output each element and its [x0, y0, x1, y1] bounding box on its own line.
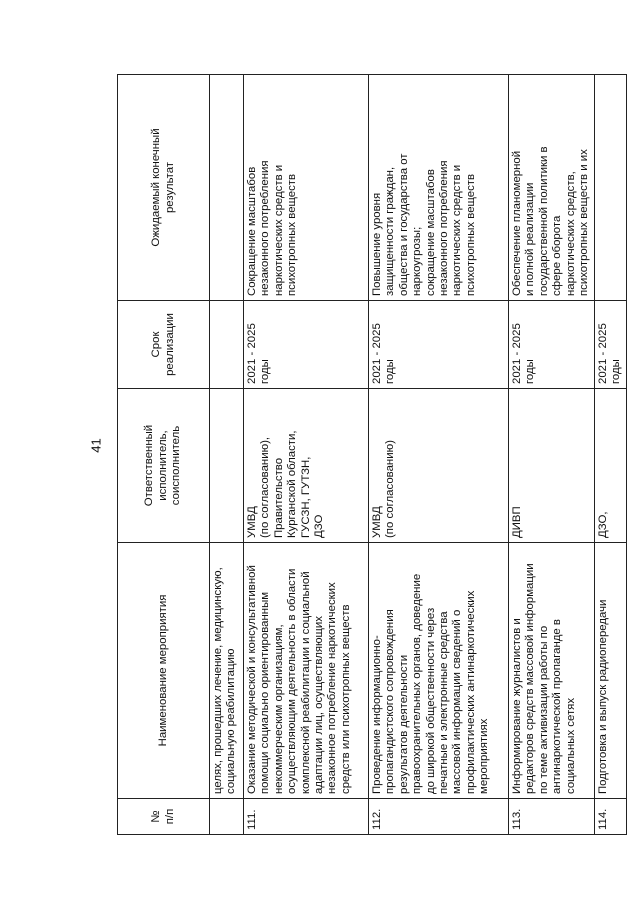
measures-table	[117, 74, 627, 835]
header-term: Срок реализации	[118, 301, 210, 389]
row-111-name: Оказание методической и консультативной помощи социально ориентированным некоммерческим организациям, осуществляющим деятельность в области комплексной реабилитации и социальной адаптации лиц, осуществляющих незаконное потребление наркотических средств или психотропных веществ	[244, 543, 369, 799]
row-111-term: 2021 - 2025 годы	[244, 301, 369, 389]
row-112-num: 112.	[369, 799, 509, 835]
continuation-name: целях, прошедших лечение, медицинскую, социальную реабилитацию	[210, 543, 244, 799]
row-114-name: Подготовка и выпуск радиопередачи	[595, 543, 627, 799]
table-row	[509, 75, 595, 835]
header-executor: Ответственный исполнитель, соисполнитель	[118, 389, 210, 543]
row-114-executor: ДЗО,	[595, 389, 627, 543]
row-111-result: Сокращение масштабов незаконного потребления наркотических средств и психотропных веществ	[244, 75, 369, 301]
header-result: Ожидаемый конечный результат	[118, 75, 210, 301]
rotated-table-container	[117, 75, 623, 835]
row-113-result: Обеспечение планомерной и полной реализации государственной политики в сфере оборота наркотических средств, психотропных веществ и их	[509, 75, 595, 301]
table-row	[369, 75, 509, 835]
header-name: Наименование мероприятия	[118, 543, 210, 799]
row-112-name: Проведение информационно- пропагандистского сопровождения результатов деятельности правоохранительных органов, доведение до широкой общественности через печатные и электронные средства массовой информации сведений о профилактических антинаркотических мероприятиях	[369, 543, 509, 799]
row-114-term: 2021 - 2025 годы	[595, 301, 627, 389]
header-num: № п/п	[118, 799, 210, 835]
row-113-num: 113.	[509, 799, 595, 835]
continuation-result	[210, 75, 244, 301]
row-112-executor: УМВД (по согласованию)	[369, 389, 509, 543]
row-113-term: 2021 - 2025 годы	[509, 301, 595, 389]
row-114-num: 114.	[595, 799, 627, 835]
continuation-term	[210, 301, 244, 389]
continuation-num	[210, 799, 244, 835]
continuation-executor	[210, 389, 244, 543]
continuation-row	[210, 75, 244, 835]
row-111-executor: УМВД (по согласованию), Правительство Курганской области, ГУСЗН, ГУТЗН, ДЗО	[244, 389, 369, 543]
row-113-name: Информирование журналистов и редакторов средств массовой информации по теме активизации работы по антинаркотической пропаганде в социальных сетях	[509, 543, 595, 799]
page-number: 41	[88, 438, 104, 453]
row-111-num: 111.	[244, 799, 369, 835]
table-row	[244, 75, 369, 835]
row-114-result	[595, 75, 627, 301]
table-row	[595, 75, 627, 835]
row-113-executor: ДИВП	[509, 389, 595, 543]
header-row	[118, 75, 210, 835]
row-112-term: 2021 - 2025 годы	[369, 301, 509, 389]
row-112-result: Повышение уровня защищенности граждан, общества и государства от наркоугрозы; сокращение масштабов незаконного потребления наркотических средств и психотропных веществ	[369, 75, 509, 301]
